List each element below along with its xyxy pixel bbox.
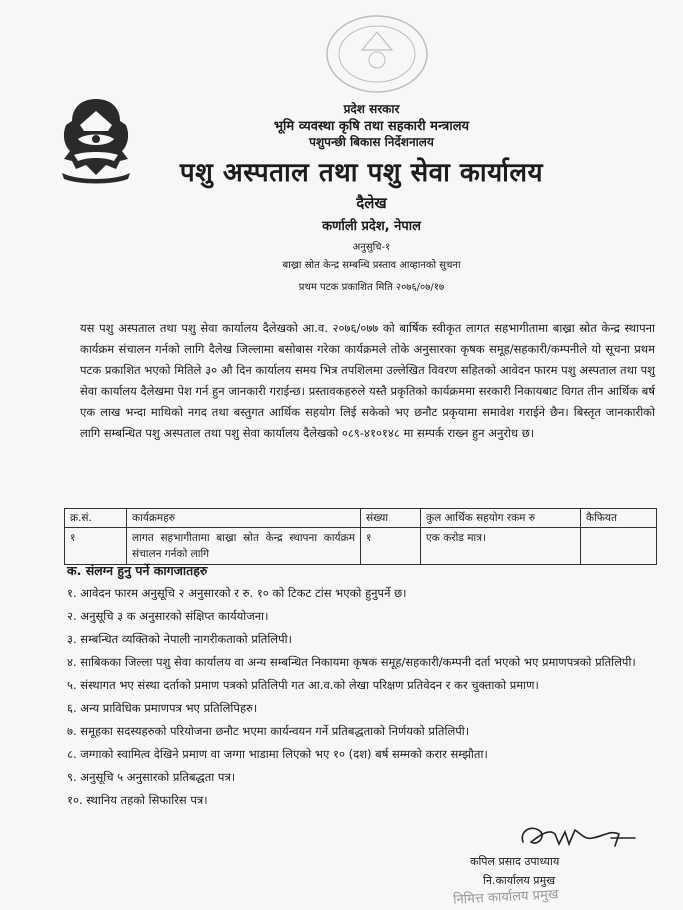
- cell-amount: एक करोड मात्र।: [421, 528, 581, 565]
- column-header-amount: कुल आर्थिक सहयोग रकम रु: [421, 509, 581, 528]
- cell-remarks: [581, 528, 657, 565]
- cell-quantity: १: [361, 528, 421, 565]
- list-item: ४. साबिकका जिल्ला पशु सेवा कार्यालय वा अन्य सम्बन्धित निकायमा कृषक समूह/सहकारी/कम्पनी दर्ता भएको भए प्रमाणपत्रको प्रतिलिपी।: [67, 655, 636, 669]
- list-item: ९. अनुसूचि ५ अनुसारको प्रतिबद्धता पत्र।: [67, 770, 236, 784]
- column-header-quantity: संख्या: [361, 509, 421, 528]
- ministry-heading: भूमि व्यवस्था कृषि तथा सहकारी मन्त्रालय: [273, 119, 470, 134]
- published-date: प्रथम पटक प्रकाशित मिति २०७६/०७/१७: [298, 282, 445, 293]
- cell-program: लागत सहभागीतामा बाख्रा स्रोत केन्द्र स्थापना कार्यक्रम संचालन गर्नको लागि: [127, 528, 361, 565]
- handwritten-signature: [515, 818, 645, 856]
- column-header-serial: क्र.सं.: [65, 509, 127, 528]
- notice-body-paragraph: यस पशु अस्पताल तथा पशु सेवा कार्यालय दैलेखको आ.व. २०७६/०७७ को बार्षिक स्वीकृत लागत सहभागीतामा बाख्रा स्रोत केन्द्र स्थापना कार्यक्रम संचालन गर्नको लागि दैलेख जिल्लामा बसोबास गरेका कार्यक्रमले तोके अनुसारका कृषक समूह/सहकारी/कम्पनीले यो सूचना प्रथम पटक प्रकाशित भएको मितिले ३० औ दिन कार्यालय समय भित्र तपशिलमा उल्लेखित विवरण सहितको आवेदन फारम पशु अस्पताल तथा पशु सेवा कार्यालय दैलेखमा पेश गर्न हुन जानकारी गराईन्छ। प्रस्तावकहरुले यस्तै प्रकृतिको कार्यक्रममा सरकारी निकायबाट विगत तीन आर्थिक बर्ष एक लाख भन्दा माथिको नगद तथा बस्तुगत आर्थिक सहयोग लिई सकेको भए छनौट प्रकृयामा समावेश गराईने छैन। बिस्तृत जानकारीको लागि सम्बन्धित पशु अस्पताल तथा पशु सेवा कार्यालय दैलेखको ०८९-४१०१४८ मा सम्पर्क राख्न हुन अनुरोध छ।: [80, 321, 655, 440]
- table-row: [65, 528, 657, 565]
- column-header-program: कार्यक्रमहरु: [127, 509, 361, 528]
- annex-label: अनुसुचि-१: [352, 242, 391, 253]
- list-item: ६. अन्य प्राविधिक प्रमाणपत्र भए प्रतिलिपिहरु।: [67, 701, 258, 715]
- list-item: ३. सम्बन्धित व्यक्तिको नेपाली नागरीकताको प्रतिलिपी।: [67, 632, 292, 646]
- signatory-stamp: निमित्त कार्यालय प्रमुख: [452, 887, 559, 908]
- list-item: ७. समूहका सदस्यहरुको परियोजना छनौट भएमा कार्यन्वयन गर्ने प्रतिबद्धताको निर्णयको प्रतिलिपी।: [67, 724, 470, 738]
- required-documents-heading: क. संलग्न हुनु पर्ने कागजातहरु: [67, 563, 208, 578]
- list-item: १. आवेदन फारम अनुसूचि २ अनुसारको र रु. १० को टिकट टांस भएको हुनुपर्ने छ।: [67, 586, 407, 600]
- cell-serial: १: [65, 528, 127, 565]
- list-item: ८. जग्गाको स्वामित्व देखिने प्रमाण वा जग्गा भाडामा लिएको भए १० (दश) बर्ष सम्मको करार सम्झौता।: [67, 747, 488, 761]
- signatory-name: कपिल प्रसाद उपाध्याय: [470, 855, 560, 868]
- directorate-heading: पशुपन्छी बिकास निर्देशनालय: [309, 135, 434, 149]
- required-documents-list: [67, 582, 657, 812]
- office-seal-stamp: [322, 10, 432, 98]
- list-item: १०. स्थानिय तहको सिफारिस पत्र।: [67, 793, 208, 807]
- notice-title: बाख्रा स्रोत केन्द्र सम्बन्धि प्रस्ताव आव्हानको सुचना: [282, 260, 461, 271]
- district-heading: दैलेख: [356, 194, 387, 212]
- office-title: पशु अस्पताल तथा पशु सेवा कार्यालय: [179, 158, 544, 188]
- list-item: २. अनुसूचि ३ क अनुसारको संक्षिप्त कार्ययोजना।: [67, 609, 269, 623]
- column-header-remarks: कैफियत: [581, 509, 657, 528]
- province-heading: कर्णाली प्रदेश, नेपाल: [322, 219, 421, 234]
- program-table: [64, 508, 657, 565]
- province-government-heading: प्रदेश सरकार: [343, 102, 400, 116]
- signatory-title: नि.कार्यालय प्रमुख: [483, 874, 556, 887]
- table-header-row: [65, 509, 657, 528]
- list-item: ५. संस्थागत भए संस्था दर्ताको प्रमाण पत्रको प्रतिलिपी गत आ.व.को लेखा परिक्षण प्रतिवेदन र कर चुक्ताको प्रमाण।: [67, 678, 539, 692]
